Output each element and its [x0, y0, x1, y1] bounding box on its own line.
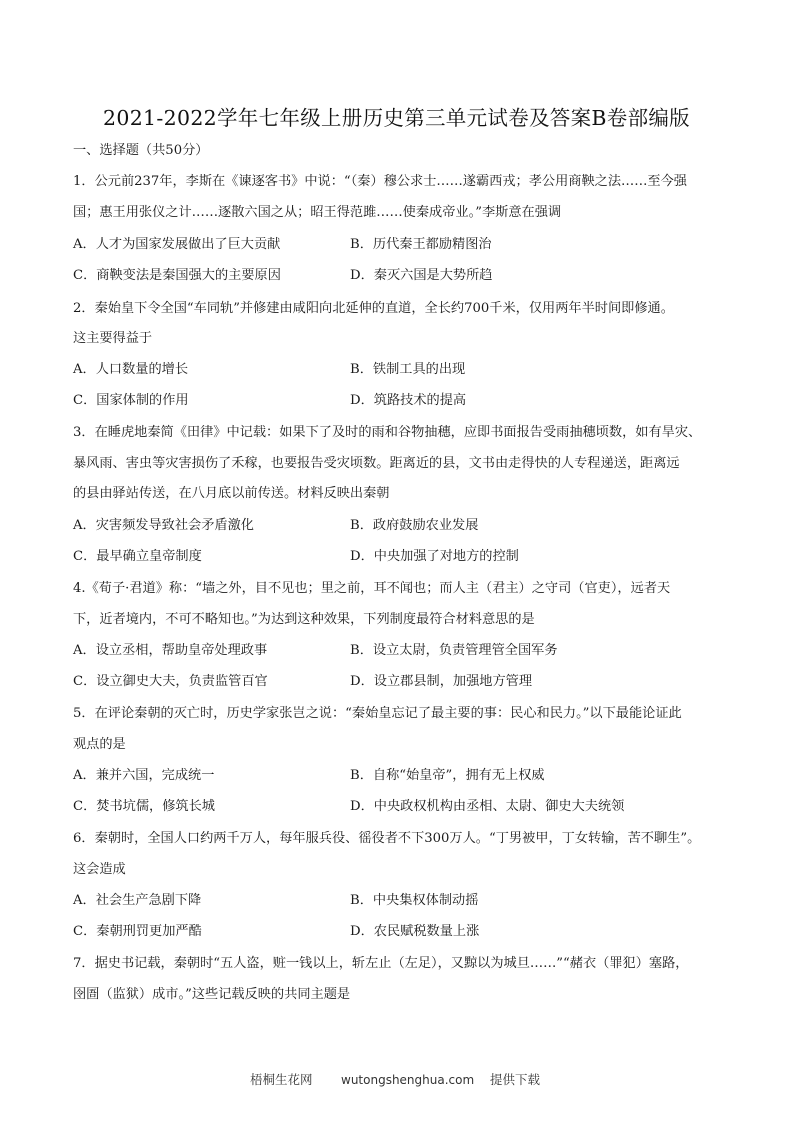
option-a: A．兼并六国，完成统一 [73, 768, 215, 783]
footer-site-url[interactable]: wutongshenghua.com [341, 1073, 475, 1087]
question-stem-line: 观点的是 [73, 737, 126, 752]
option-b: B．铁制工具的出现 [350, 362, 466, 377]
option-d: D．中央加强了对地方的控制 [350, 549, 519, 564]
section-heading: 一、选择题（共50分） [73, 143, 209, 158]
option-a: A．设立丞相，帮助皇帝处理政事 [73, 643, 268, 658]
question-stem-line: 1．公元前237年，李斯在《谏逐客书》中说：“（秦）穆公求士……遂霸西戎；孝公用商鞅之法……至今强 [73, 174, 687, 189]
option-a: A．人口数量的增长 [73, 362, 189, 377]
question-stem-line: 暴风雨、害虫等灾害损伤了禾稼，也要报告受灾顷数。距离近的县，文书由走得快的人专程递送，距离远 [73, 456, 680, 471]
option-c: C．最早确立皇帝制度 [73, 549, 202, 564]
option-c: C．秦朝刑罚更加严酷 [73, 924, 202, 939]
question-stem-line: 5．在评论秦朝的灭亡时，历史学家张岂之说：“秦始皇忘记了最主要的事：民心和民力。”以下最能论证此 [73, 706, 682, 721]
option-a: A．人才为国家发展做出了巨大贡献 [73, 237, 281, 252]
question-stem-line: 下，近者境内，不可不略知也。”为达到这种效果，下列制度最符合材料意思的是 [73, 612, 535, 627]
question-stem-line: 2．秦始皇下令全国“车同轨”并修建由咸阳向北延伸的直道，全长约700千米，仅用两年半时间即修通。 [73, 301, 674, 316]
option-d: D．筑路技术的提高 [350, 393, 467, 408]
question-stem-line: 这会造成 [73, 862, 126, 877]
option-d: D．秦灭六国是大势所趋 [350, 268, 493, 283]
option-c: C．商鞅变法是秦国强大的主要原因 [73, 268, 281, 283]
option-b: B．自称“始皇帝”，拥有无上权威 [350, 768, 545, 783]
page-footer [0, 1070, 793, 1090]
question-stem-line: 3．在睡虎地秦简《田律》中记载：如果下了及时的雨和谷物抽穗，应即书面报告受雨抽穗顷数，如有旱灾、 [73, 425, 702, 440]
option-c: C．国家体制的作用 [73, 393, 189, 408]
option-c: C．焚书坑儒，修筑长城 [73, 799, 215, 814]
option-a: A．社会生产急剧下降 [73, 893, 202, 908]
question-stem-line: 国；惠王用张仪之计……逐散六国之从；昭王得范雎……使秦成帝业。”李斯意在强调 [73, 205, 562, 220]
option-d: D．中央政权机构由丞相、太尉、御史大夫统领 [350, 799, 625, 814]
question-stem-line: 这主要得益于 [73, 331, 153, 346]
question-stem-line: 7．据史书记载，秦朝时“五人盗，赃一钱以上，斩左止（左足），又黥以为城旦……”“赭衣（罪犯）塞路， [73, 956, 689, 971]
option-b: B．中央集权体制动摇 [350, 893, 479, 908]
question-stem-line: 的县由驿站传送，在八月底以前传送。材料反映出秦朝 [73, 486, 390, 501]
option-c: C．设立御史大夫，负责监管百官 [73, 674, 268, 689]
footer-site-name: 梧桐生花网 [250, 1072, 313, 1087]
option-b: B．政府鼓励农业发展 [350, 518, 479, 533]
document-title: 2021-2022学年七年级上册历史第三单元试卷及答案B卷部编版 [103, 106, 690, 130]
option-b: B．设立太尉，负责管理管全国军务 [350, 643, 558, 658]
option-d: D．农民赋税数量上涨 [350, 924, 480, 939]
footer-download-text: 提供下载 [490, 1072, 541, 1087]
question-stem-line: 6．秦朝时，全国人口约两千万人，每年服兵役、徭役者不下300万人。“丁男被甲，丁女转输，苦不聊生”。 [73, 831, 701, 846]
question-stem-line: 4.《荀子·君道》称：“墙之外，目不见也；里之前，耳不闻也；而人主（君主）之守司（官吏），远者天 [73, 581, 671, 596]
option-b: B．历代秦王都励精图治 [350, 237, 492, 252]
option-d: D．设立郡县制，加强地方管理 [350, 674, 533, 689]
question-stem-line: 囹圄（监狱）成市。”这些记载反映的共同主题是 [73, 987, 351, 1002]
option-a: A．灾害频发导致社会矛盾激化 [73, 518, 254, 533]
